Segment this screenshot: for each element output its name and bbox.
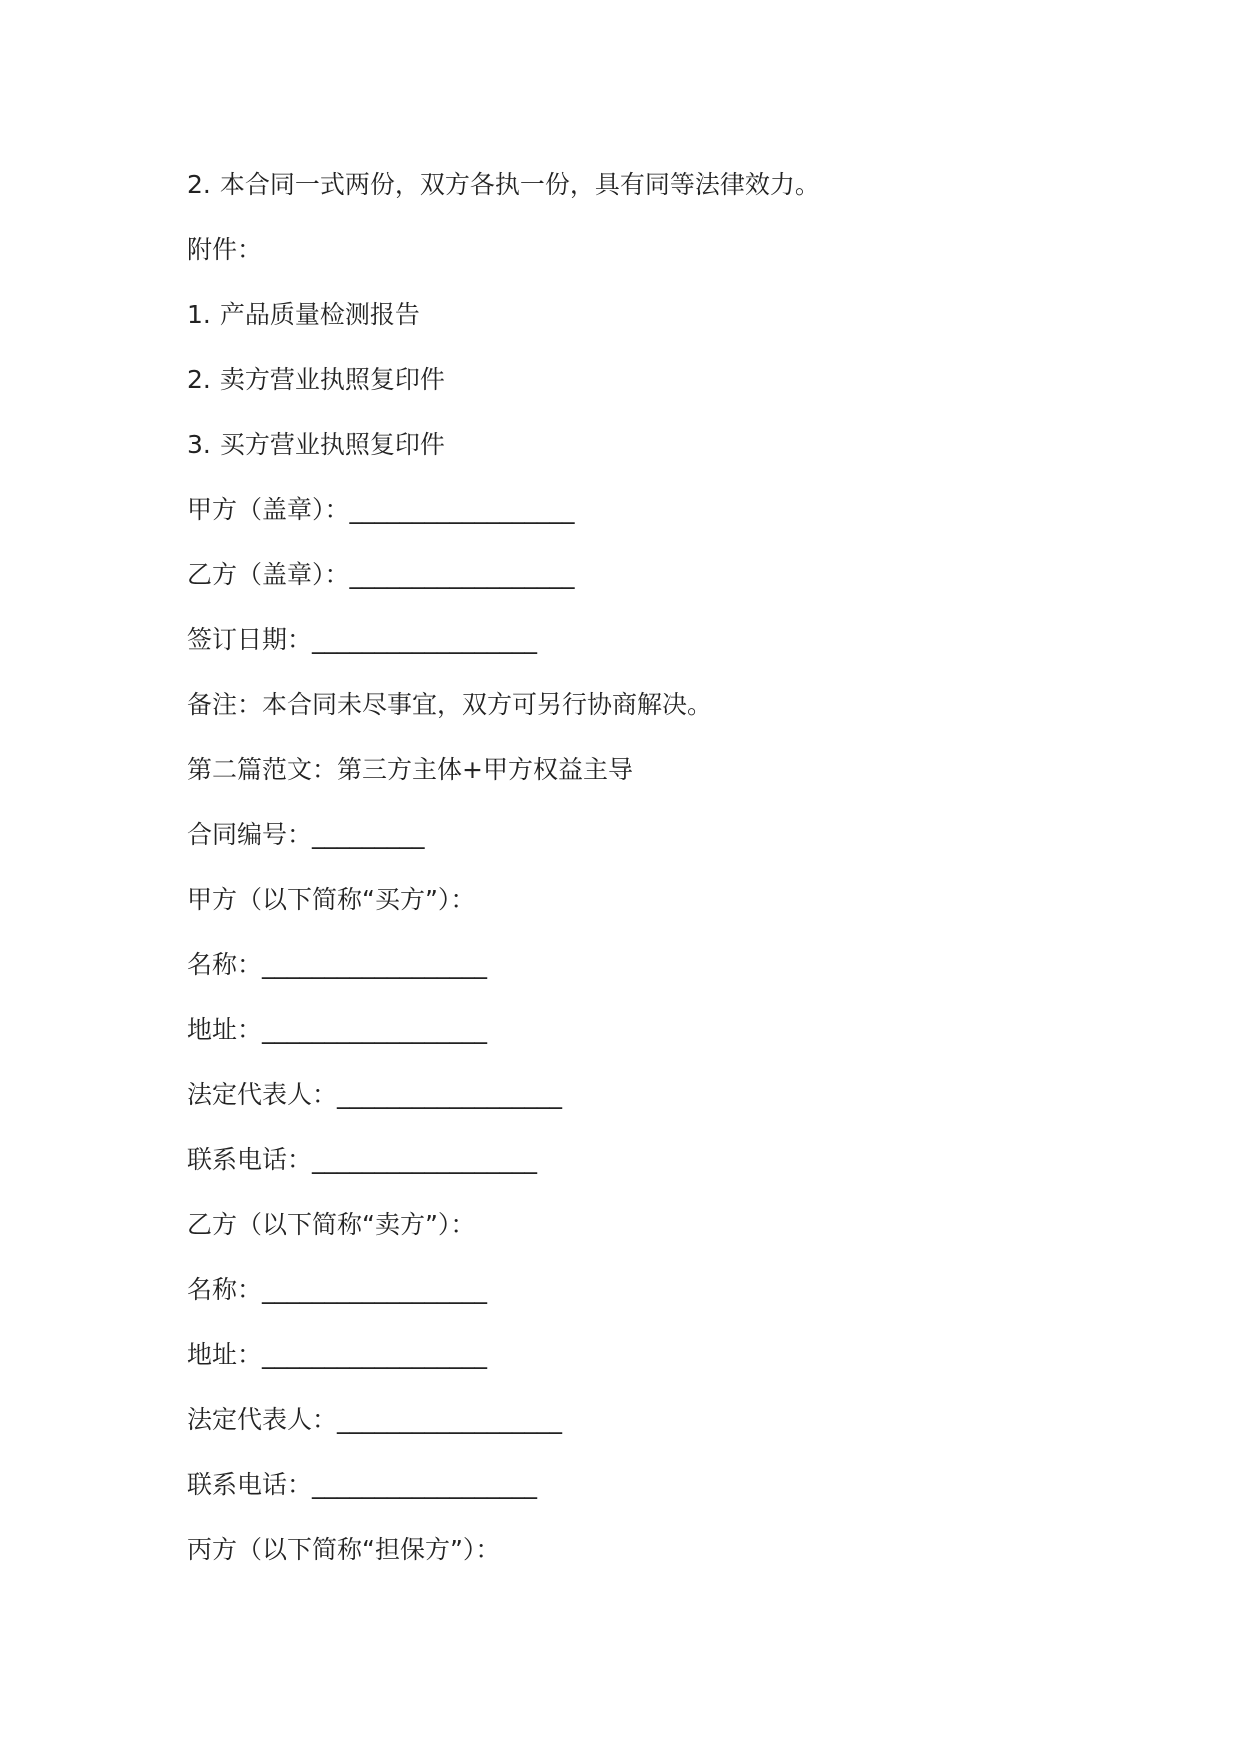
- party-b-seal-blank: __________________: [349, 560, 575, 589]
- buyer-address-line: [187, 997, 1087, 1062]
- field-label: 名称：: [187, 950, 263, 979]
- seller-legal-rep-line: [187, 1387, 1087, 1452]
- party-a-seal-line: [187, 477, 1087, 542]
- contract-number-blank: _________: [312, 820, 425, 849]
- field-label: 法定代表人：: [187, 1405, 338, 1434]
- party-b-seal-label: 乙方（盖章）：: [187, 560, 350, 589]
- template-2-heading: 第二篇范文：第三方主体+甲方权益主导: [187, 755, 633, 784]
- signing-date-blank: __________________: [312, 625, 538, 654]
- contract-number-label: 合同编号：: [187, 820, 313, 849]
- buyer-heading: 甲方（以下简称“买方”）：: [187, 885, 476, 914]
- field-blank: __________________: [262, 1275, 488, 1304]
- attachment-item: [187, 347, 1087, 412]
- field-blank: __________________: [312, 1470, 538, 1499]
- guarantor-heading: 丙方（以下简称“担保方”）：: [187, 1535, 501, 1564]
- field-label: 地址：: [187, 1340, 263, 1369]
- field-label: 联系电话：: [187, 1470, 313, 1499]
- attachment-number: 1.: [187, 300, 211, 329]
- clause-text: 本合同一式两份，双方各执一份，具有同等法律效力。: [219, 170, 820, 199]
- attachment-item: [187, 412, 1087, 477]
- remarks: 备注：本合同未尽事宜，双方可另行协商解决。: [187, 690, 713, 719]
- signing-date-label: 签订日期：: [187, 625, 313, 654]
- seller-phone-line: [187, 1452, 1087, 1517]
- buyer-legal-rep-line: [187, 1062, 1087, 1127]
- attachment-text: 产品质量检测报告: [219, 300, 420, 329]
- document-body: [187, 152, 1087, 1582]
- field-label: 地址：: [187, 1015, 263, 1044]
- attachments-heading: 附件：: [187, 235, 263, 264]
- party-a-seal-blank: __________________: [349, 495, 575, 524]
- clause-number: 2.: [187, 170, 211, 199]
- party-a-seal-label: 甲方（盖章）：: [187, 495, 350, 524]
- field-label: 法定代表人：: [187, 1080, 338, 1109]
- field-blank: __________________: [337, 1405, 563, 1434]
- seller-heading: 乙方（以下简称“卖方”）：: [187, 1210, 476, 1239]
- attachment-number: 3.: [187, 430, 211, 459]
- attachment-text: 买方营业执照复印件: [219, 430, 445, 459]
- field-blank: __________________: [262, 950, 488, 979]
- party-b-seal-line: [187, 542, 1087, 607]
- field-blank: __________________: [262, 1015, 488, 1044]
- field-label: 名称：: [187, 1275, 263, 1304]
- field-blank: __________________: [262, 1340, 488, 1369]
- seller-name-line: [187, 1257, 1087, 1322]
- signing-date-line: [187, 607, 1087, 672]
- buyer-phone-line: [187, 1127, 1087, 1192]
- buyer-name-line: [187, 932, 1087, 997]
- attachment-text: 卖方营业执照复印件: [219, 365, 445, 394]
- attachment-item: [187, 282, 1087, 347]
- seller-address-line: [187, 1322, 1087, 1387]
- contract-number-line: [187, 802, 1087, 867]
- attachment-number: 2.: [187, 365, 211, 394]
- field-blank: __________________: [312, 1145, 538, 1174]
- field-blank: __________________: [337, 1080, 563, 1109]
- clause-2: [187, 152, 1087, 217]
- field-label: 联系电话：: [187, 1145, 313, 1174]
